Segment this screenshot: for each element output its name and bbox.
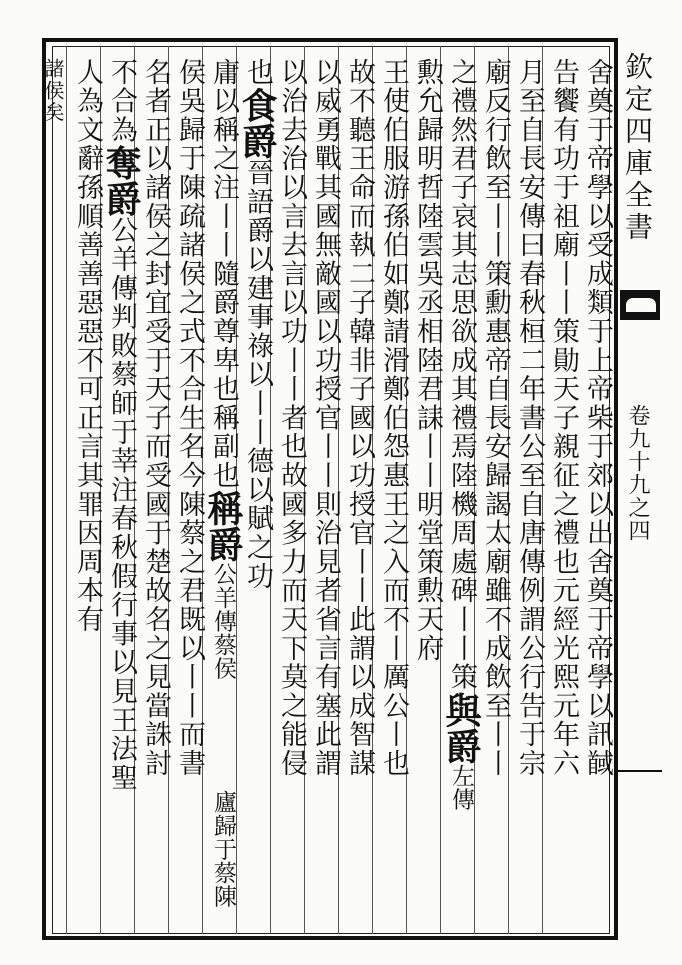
entry-head-yujue: 與爵	[440, 691, 482, 764]
book-title-margin: 欽定四庫全書	[621, 52, 654, 244]
entry-head-chengjue: 稱爵	[202, 490, 244, 562]
text-column-13: 侯吳歸于陳疏諸侯之式不合生名今陳蔡之君既以丨丨而書	[174, 58, 205, 778]
text-column-4: 廟反行飲至丨丨策勳惠帝自長安歸謁太廟雖不成飲至丨丨	[480, 58, 511, 778]
entry-head-shijue: 食爵	[236, 86, 278, 159]
text-column-14: 名者正以諸侯之封宜受于天子而受國于楚故名之見當誅討	[140, 58, 171, 778]
text-column-7: 王使伯服游孫伯如鄭請滑鄭伯怨惠王之入而不丨厲公丨也	[378, 58, 409, 778]
note-continuation: 廬歸于蔡陳	[210, 790, 236, 908]
text-column-5: 之禮然君子哀其志思欲成其禮焉陸機周處碑丨丨策與爵左傳	[440, 58, 482, 811]
margin-rule	[618, 770, 662, 772]
fishtail-mark-notch	[626, 298, 656, 312]
text-column-3: 月至自長安傳曰春秋桓二年書公至自唐傳例謂公行告于宗	[514, 58, 545, 778]
text-column-12: 庸以稱之注丨丨隨爵尊卑也稱副也稱爵公羊傳蔡侯	[202, 58, 244, 680]
text-column-2: 告饗有功于祖廟丨丨策勛天子親征之禮也元經光熙元年六	[548, 58, 579, 778]
text-column-9: 以威勇戰其國無敵國以功授官丨丨則治見者省言有塞此謂	[310, 58, 341, 778]
text-column-6: 勲允歸明哲陸雲吳丞相陸君誄丨丨明堂策勲天府	[412, 58, 443, 663]
text-column-11: 也食爵晉語爵以建事祿以丨丨德以賦之功	[236, 58, 278, 591]
text-column-10: 以治去治以言去言以功丨丨者也故國多力而天下莫之能侵	[276, 58, 307, 778]
text-column-1: 舍奠于帝學以受成類于上帝柴于郊以出舍奠于帝學以訊馘	[582, 58, 613, 778]
volume-number: 卷九十九之四	[625, 404, 650, 542]
text-column-16: 人為文辭孫順善善惡惡不可正言其罪因周本有	[72, 58, 103, 634]
text-column-8: 故不聽王命而執二子韓非子國以功授官丨丨此謂以成智謀	[344, 58, 375, 778]
entry-head-duojue: 奪爵	[100, 144, 142, 217]
text-column-15: 不合為奪爵公羊傳判敗蔡師于莘注春秋假行事以見王法聖	[100, 58, 142, 793]
text-column-17: 諸侯矣	[41, 58, 65, 124]
